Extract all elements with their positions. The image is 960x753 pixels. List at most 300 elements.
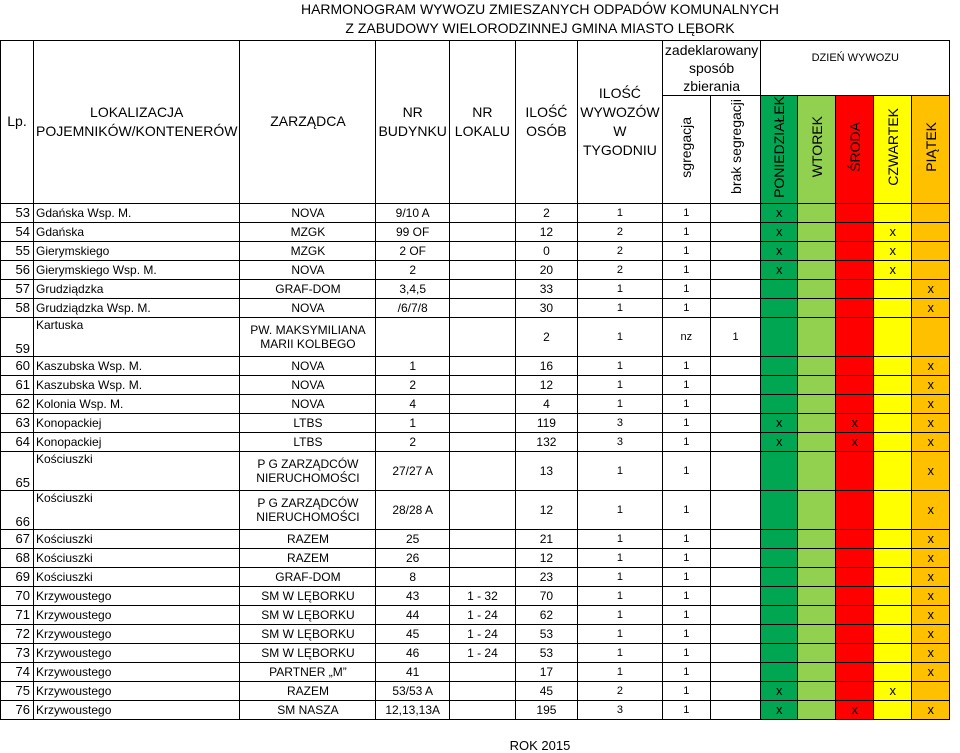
row-number: 71: [1, 605, 34, 624]
building-number-cell: 2 OF: [376, 241, 449, 260]
pickups-per-week-cell: 1: [577, 298, 662, 317]
no-segregation-cell: [710, 241, 761, 260]
thursday-cell: [874, 203, 912, 222]
building-number-cell: 2: [376, 375, 449, 394]
residents-cell: 62: [515, 605, 577, 624]
wednesday-cell: [836, 356, 874, 375]
header-nr-lokalu: NR LOKALU: [449, 41, 515, 204]
building-number-cell: 27/27 A: [376, 451, 449, 490]
row-number: 54: [1, 222, 34, 241]
segregation-cell: 1: [662, 586, 710, 605]
friday-cell: x: [912, 279, 950, 298]
segregation-cell: 1: [662, 700, 710, 719]
header-czwartek: CZWARTEK: [874, 96, 912, 204]
row-number: 58: [1, 298, 34, 317]
manager-cell: SM NASZA: [240, 700, 376, 719]
unit-number-cell: [449, 317, 515, 356]
friday-cell: x: [912, 662, 950, 681]
friday-cell: x: [912, 643, 950, 662]
wednesday-cell: [836, 203, 874, 222]
manager-cell: NOVA: [240, 394, 376, 413]
tuesday-cell: [798, 222, 836, 241]
pickups-per-week-cell: 1: [577, 356, 662, 375]
tuesday-cell: [798, 356, 836, 375]
table-row: [1, 356, 950, 375]
no-segregation-cell: [710, 203, 761, 222]
location-cell: Konopackiej: [34, 432, 240, 451]
pickups-per-week-cell: 2: [577, 241, 662, 260]
residents-cell: 53: [515, 643, 577, 662]
table-row: [1, 624, 950, 643]
unit-number-cell: [449, 567, 515, 586]
residents-cell: 12: [515, 548, 577, 567]
unit-number-cell: [449, 662, 515, 681]
building-number-cell: 26: [376, 548, 449, 567]
wednesday-cell: [836, 279, 874, 298]
pickups-per-week-cell: 1: [577, 279, 662, 298]
location-cell: Konopackiej: [34, 413, 240, 432]
segregation-cell: 1: [662, 375, 710, 394]
monday-cell: [761, 394, 798, 413]
pickups-per-week-cell: 2: [577, 222, 662, 241]
manager-cell: RAZEM: [240, 548, 376, 567]
location-cell: Kaszubska Wsp. M.: [34, 356, 240, 375]
no-segregation-cell: [710, 375, 761, 394]
segregation-cell: 1: [662, 394, 710, 413]
no-segregation-cell: [710, 586, 761, 605]
pickups-per-week-cell: 2: [577, 260, 662, 279]
pickups-per-week-cell: 1: [577, 548, 662, 567]
no-segregation-cell: [710, 490, 761, 529]
friday-cell: [912, 203, 950, 222]
pickups-per-week-cell: 1: [577, 529, 662, 548]
building-number-cell: /6/7/8: [376, 298, 449, 317]
thursday-cell: [874, 700, 912, 719]
residents-cell: 132: [515, 432, 577, 451]
tuesday-cell: [798, 624, 836, 643]
thursday-cell: [874, 605, 912, 624]
thursday-cell: [874, 279, 912, 298]
tuesday-cell: [798, 451, 836, 490]
thursday-cell: [874, 394, 912, 413]
residents-cell: 13: [515, 451, 577, 490]
wednesday-cell: [836, 586, 874, 605]
thursday-cell: [874, 375, 912, 394]
pickups-per-week-cell: 1: [577, 605, 662, 624]
no-segregation-cell: [710, 394, 761, 413]
thursday-cell: [874, 643, 912, 662]
header-lokalizacja: LOKALIZACJA POJEMNIKÓW/KONTENERÓW: [34, 41, 240, 204]
manager-cell: NOVA: [240, 203, 376, 222]
manager-cell: PARTNER „M”: [240, 662, 376, 681]
no-segregation-cell: [710, 605, 761, 624]
building-number-cell: 53/53 A: [376, 681, 449, 700]
row-number: 55: [1, 241, 34, 260]
unit-number-cell: 1 - 24: [449, 643, 515, 662]
location-cell: Krzywoustego: [34, 700, 240, 719]
wednesday-cell: [836, 451, 874, 490]
thursday-cell: [874, 317, 912, 356]
pickups-per-week-cell: 1: [577, 624, 662, 643]
segregation-cell: nz: [662, 317, 710, 356]
monday-cell: x: [761, 241, 798, 260]
segregation-cell: 1: [662, 260, 710, 279]
schedule-rows: [1, 203, 950, 719]
thursday-cell: [874, 451, 912, 490]
building-number-cell: [376, 317, 449, 356]
segregation-cell: 1: [662, 203, 710, 222]
location-cell: Grudziądzka Wsp. M.: [34, 298, 240, 317]
monday-cell: [761, 567, 798, 586]
monday-cell: [761, 586, 798, 605]
table-row: [1, 662, 950, 681]
wednesday-cell: [836, 394, 874, 413]
friday-cell: [912, 260, 950, 279]
no-segregation-cell: [710, 529, 761, 548]
segregation-cell: 1: [662, 241, 710, 260]
residents-cell: 4: [515, 394, 577, 413]
unit-number-cell: [449, 432, 515, 451]
wednesday-cell: [836, 681, 874, 700]
table-row: [1, 241, 950, 260]
location-cell: Gierymskiego: [34, 241, 240, 260]
no-segregation-cell: [710, 222, 761, 241]
row-number: 53: [1, 203, 34, 222]
no-segregation-cell: [710, 643, 761, 662]
pickups-per-week-cell: 1: [577, 375, 662, 394]
residents-cell: 2: [515, 317, 577, 356]
header-sroda: ŚRODA: [836, 96, 874, 204]
unit-number-cell: 1 - 24: [449, 605, 515, 624]
unit-number-cell: [449, 548, 515, 567]
building-number-cell: 46: [376, 643, 449, 662]
row-number: 61: [1, 375, 34, 394]
row-number: 69: [1, 567, 34, 586]
residents-cell: 2: [515, 203, 577, 222]
row-number: 70: [1, 586, 34, 605]
monday-cell: x: [761, 203, 798, 222]
header-ilosc-osob: ILOŚĆ OSÓB: [515, 41, 577, 204]
header-nr-budynku: NR BUDYNKU: [376, 41, 449, 204]
friday-cell: x: [912, 548, 950, 567]
table-row: [1, 451, 950, 490]
thursday-cell: [874, 490, 912, 529]
pickups-per-week-cell: 1: [577, 203, 662, 222]
pickups-per-week-cell: 3: [577, 700, 662, 719]
thursday-cell: [874, 548, 912, 567]
row-number: 59: [1, 317, 34, 356]
location-cell: Gierymskiego Wsp. M.: [34, 260, 240, 279]
row-number: 65: [1, 451, 34, 490]
manager-cell: P G ZARZĄDCÓW NIERUCHOMOŚCI: [240, 451, 376, 490]
manager-cell: PW. MAKSYMILIANA MARII KOLBEGO: [240, 317, 376, 356]
title-line-1: HARMONOGRAM WYWOZU ZMIESZANYCH ODPADÓW KOMUNALNYCH: [300, 1, 780, 17]
friday-cell: x: [912, 432, 950, 451]
friday-cell: [912, 222, 950, 241]
pickups-per-week-cell: 2: [577, 681, 662, 700]
building-number-cell: 99 OF: [376, 222, 449, 241]
tuesday-cell: [798, 681, 836, 700]
tuesday-cell: [798, 394, 836, 413]
thursday-cell: [874, 567, 912, 586]
table-row: [1, 529, 950, 548]
thursday-cell: [874, 432, 912, 451]
table-row: [1, 681, 950, 700]
manager-cell: NOVA: [240, 375, 376, 394]
monday-cell: [761, 605, 798, 624]
monday-cell: [761, 317, 798, 356]
friday-cell: x: [912, 490, 950, 529]
tuesday-cell: [798, 643, 836, 662]
building-number-cell: 8: [376, 567, 449, 586]
segregation-cell: 1: [662, 451, 710, 490]
monday-cell: x: [761, 700, 798, 719]
row-number: 75: [1, 681, 34, 700]
friday-cell: x: [912, 586, 950, 605]
header-dzien-wywozu: DZIEŃ WYWOZU: [761, 41, 950, 96]
no-segregation-cell: [710, 279, 761, 298]
unit-number-cell: [449, 529, 515, 548]
tuesday-cell: [798, 490, 836, 529]
wednesday-cell: x: [836, 413, 874, 432]
table-row: [1, 375, 950, 394]
no-segregation-cell: [710, 298, 761, 317]
segregation-cell: 1: [662, 624, 710, 643]
monday-cell: x: [761, 432, 798, 451]
manager-cell: SM W LĘBORKU: [240, 605, 376, 624]
row-number: 76: [1, 700, 34, 719]
segregation-cell: 1: [662, 662, 710, 681]
residents-cell: 53: [515, 624, 577, 643]
segregation-cell: 1: [662, 643, 710, 662]
unit-number-cell: [449, 356, 515, 375]
manager-cell: NOVA: [240, 298, 376, 317]
pickups-per-week-cell: 1: [577, 586, 662, 605]
unit-number-cell: [449, 681, 515, 700]
residents-cell: 30: [515, 298, 577, 317]
no-segregation-cell: [710, 548, 761, 567]
schedule-table: [0, 40, 950, 720]
wednesday-cell: x: [836, 700, 874, 719]
row-number: 66: [1, 490, 34, 529]
residents-cell: 195: [515, 700, 577, 719]
residents-cell: 21: [515, 529, 577, 548]
friday-cell: x: [912, 451, 950, 490]
table-row: [1, 203, 950, 222]
friday-cell: x: [912, 356, 950, 375]
pickups-per-week-cell: 1: [577, 643, 662, 662]
table-row: [1, 222, 950, 241]
monday-cell: [761, 548, 798, 567]
unit-number-cell: [449, 260, 515, 279]
tuesday-cell: [798, 567, 836, 586]
unit-number-cell: [449, 279, 515, 298]
monday-cell: x: [761, 681, 798, 700]
wednesday-cell: [836, 241, 874, 260]
no-segregation-cell: [710, 260, 761, 279]
tuesday-cell: [798, 375, 836, 394]
building-number-cell: 43: [376, 586, 449, 605]
wednesday-cell: [836, 490, 874, 529]
unit-number-cell: [449, 241, 515, 260]
location-cell: Krzywoustego: [34, 624, 240, 643]
tuesday-cell: [798, 529, 836, 548]
monday-cell: x: [761, 260, 798, 279]
thursday-cell: x: [874, 260, 912, 279]
monday-cell: [761, 279, 798, 298]
friday-cell: x: [912, 394, 950, 413]
no-segregation-cell: [710, 567, 761, 586]
wednesday-cell: [836, 624, 874, 643]
header-poniedzialek: PONIEDZIAŁEK: [761, 96, 798, 204]
thursday-cell: [874, 662, 912, 681]
wednesday-cell: [836, 567, 874, 586]
unit-number-cell: [449, 203, 515, 222]
tuesday-cell: [798, 586, 836, 605]
monday-cell: [761, 298, 798, 317]
residents-cell: 12: [515, 490, 577, 529]
wednesday-cell: [836, 260, 874, 279]
thursday-cell: [874, 529, 912, 548]
table-row: [1, 394, 950, 413]
table-row: [1, 586, 950, 605]
table-row: [1, 605, 950, 624]
wednesday-cell: [836, 529, 874, 548]
monday-cell: [761, 662, 798, 681]
wednesday-cell: x: [836, 432, 874, 451]
friday-cell: x: [912, 413, 950, 432]
location-cell: Krzywoustego: [34, 681, 240, 700]
unit-number-cell: [449, 298, 515, 317]
no-segregation-cell: [710, 413, 761, 432]
table-row: [1, 279, 950, 298]
building-number-cell: 12,13,13A: [376, 700, 449, 719]
building-number-cell: 4: [376, 394, 449, 413]
table-row: [1, 298, 950, 317]
tuesday-cell: [798, 548, 836, 567]
location-cell: Kościuszki: [34, 451, 240, 490]
segregation-cell: 1: [662, 529, 710, 548]
wednesday-cell: [836, 317, 874, 356]
segregation-cell: 1: [662, 567, 710, 586]
residents-cell: 20: [515, 260, 577, 279]
monday-cell: [761, 490, 798, 529]
location-cell: Krzywoustego: [34, 586, 240, 605]
friday-cell: x: [912, 529, 950, 548]
monday-cell: [761, 375, 798, 394]
tuesday-cell: [798, 432, 836, 451]
location-cell: Kartuska: [34, 317, 240, 356]
segregation-cell: 1: [662, 298, 710, 317]
residents-cell: 17: [515, 662, 577, 681]
location-cell: Kościuszki: [34, 529, 240, 548]
segregation-cell: 1: [662, 605, 710, 624]
tuesday-cell: [798, 260, 836, 279]
row-number: 63: [1, 413, 34, 432]
friday-cell: x: [912, 375, 950, 394]
manager-cell: LTBS: [240, 432, 376, 451]
row-number: 57: [1, 279, 34, 298]
manager-cell: NOVA: [240, 356, 376, 375]
tuesday-cell: [798, 279, 836, 298]
unit-number-cell: [449, 375, 515, 394]
pickups-per-week-cell: 1: [577, 394, 662, 413]
unit-number-cell: [449, 222, 515, 241]
header-lp: Lp.: [1, 41, 34, 204]
building-number-cell: 1: [376, 356, 449, 375]
footer-year: ROK 2015: [509, 738, 571, 753]
table-row: [1, 317, 950, 356]
manager-cell: RAZEM: [240, 529, 376, 548]
pickups-per-week-cell: 3: [577, 413, 662, 432]
unit-number-cell: 1 - 32: [449, 586, 515, 605]
row-number: 60: [1, 356, 34, 375]
building-number-cell: 1: [376, 413, 449, 432]
wednesday-cell: [836, 662, 874, 681]
title-line-2: Z ZABUDOWY WIELORODZINNEJ GMINA MIASTO LĘBORK: [345, 20, 735, 36]
thursday-cell: x: [874, 241, 912, 260]
manager-cell: SM W LĘBORKU: [240, 586, 376, 605]
header-brak-segregacji: brak segregacji: [710, 96, 761, 204]
wednesday-cell: [836, 375, 874, 394]
segregation-cell: 1: [662, 356, 710, 375]
friday-cell: x: [912, 298, 950, 317]
residents-cell: 0: [515, 241, 577, 260]
no-segregation-cell: [710, 432, 761, 451]
segregation-cell: 1: [662, 279, 710, 298]
segregation-cell: 1: [662, 681, 710, 700]
building-number-cell: 3,4,5: [376, 279, 449, 298]
friday-cell: [912, 241, 950, 260]
thursday-cell: [874, 624, 912, 643]
monday-cell: [761, 356, 798, 375]
building-number-cell: 44: [376, 605, 449, 624]
manager-cell: MZGK: [240, 241, 376, 260]
location-cell: Krzywoustego: [34, 662, 240, 681]
location-cell: Kaszubska Wsp. M.: [34, 375, 240, 394]
table-row: [1, 432, 950, 451]
thursday-cell: [874, 586, 912, 605]
no-segregation-cell: [710, 662, 761, 681]
pickups-per-week-cell: 1: [577, 662, 662, 681]
wednesday-cell: [836, 605, 874, 624]
pickups-per-week-cell: 1: [577, 317, 662, 356]
header-ilosc-wywozow: ILOŚĆ WYWOZÓW W TYGODNIU: [577, 41, 662, 204]
segregation-cell: 1: [662, 548, 710, 567]
manager-cell: RAZEM: [240, 681, 376, 700]
header-zarzadca: ZARZĄDCA: [240, 41, 376, 204]
building-number-cell: 28/28 A: [376, 490, 449, 529]
wednesday-cell: [836, 222, 874, 241]
table-row: [1, 643, 950, 662]
table-row: [1, 490, 950, 529]
building-number-cell: 2: [376, 432, 449, 451]
friday-cell: x: [912, 605, 950, 624]
friday-cell: x: [912, 624, 950, 643]
table-row: [1, 260, 950, 279]
no-segregation-cell: [710, 451, 761, 490]
friday-cell: [912, 681, 950, 700]
location-cell: Gdańska Wsp. M.: [34, 203, 240, 222]
manager-cell: P G ZARZĄDCÓW NIERUCHOMOŚCI: [240, 490, 376, 529]
row-number: 73: [1, 643, 34, 662]
wednesday-cell: [836, 298, 874, 317]
thursday-cell: [874, 298, 912, 317]
residents-cell: 33: [515, 279, 577, 298]
thursday-cell: [874, 356, 912, 375]
residents-cell: 23: [515, 567, 577, 586]
monday-cell: [761, 624, 798, 643]
